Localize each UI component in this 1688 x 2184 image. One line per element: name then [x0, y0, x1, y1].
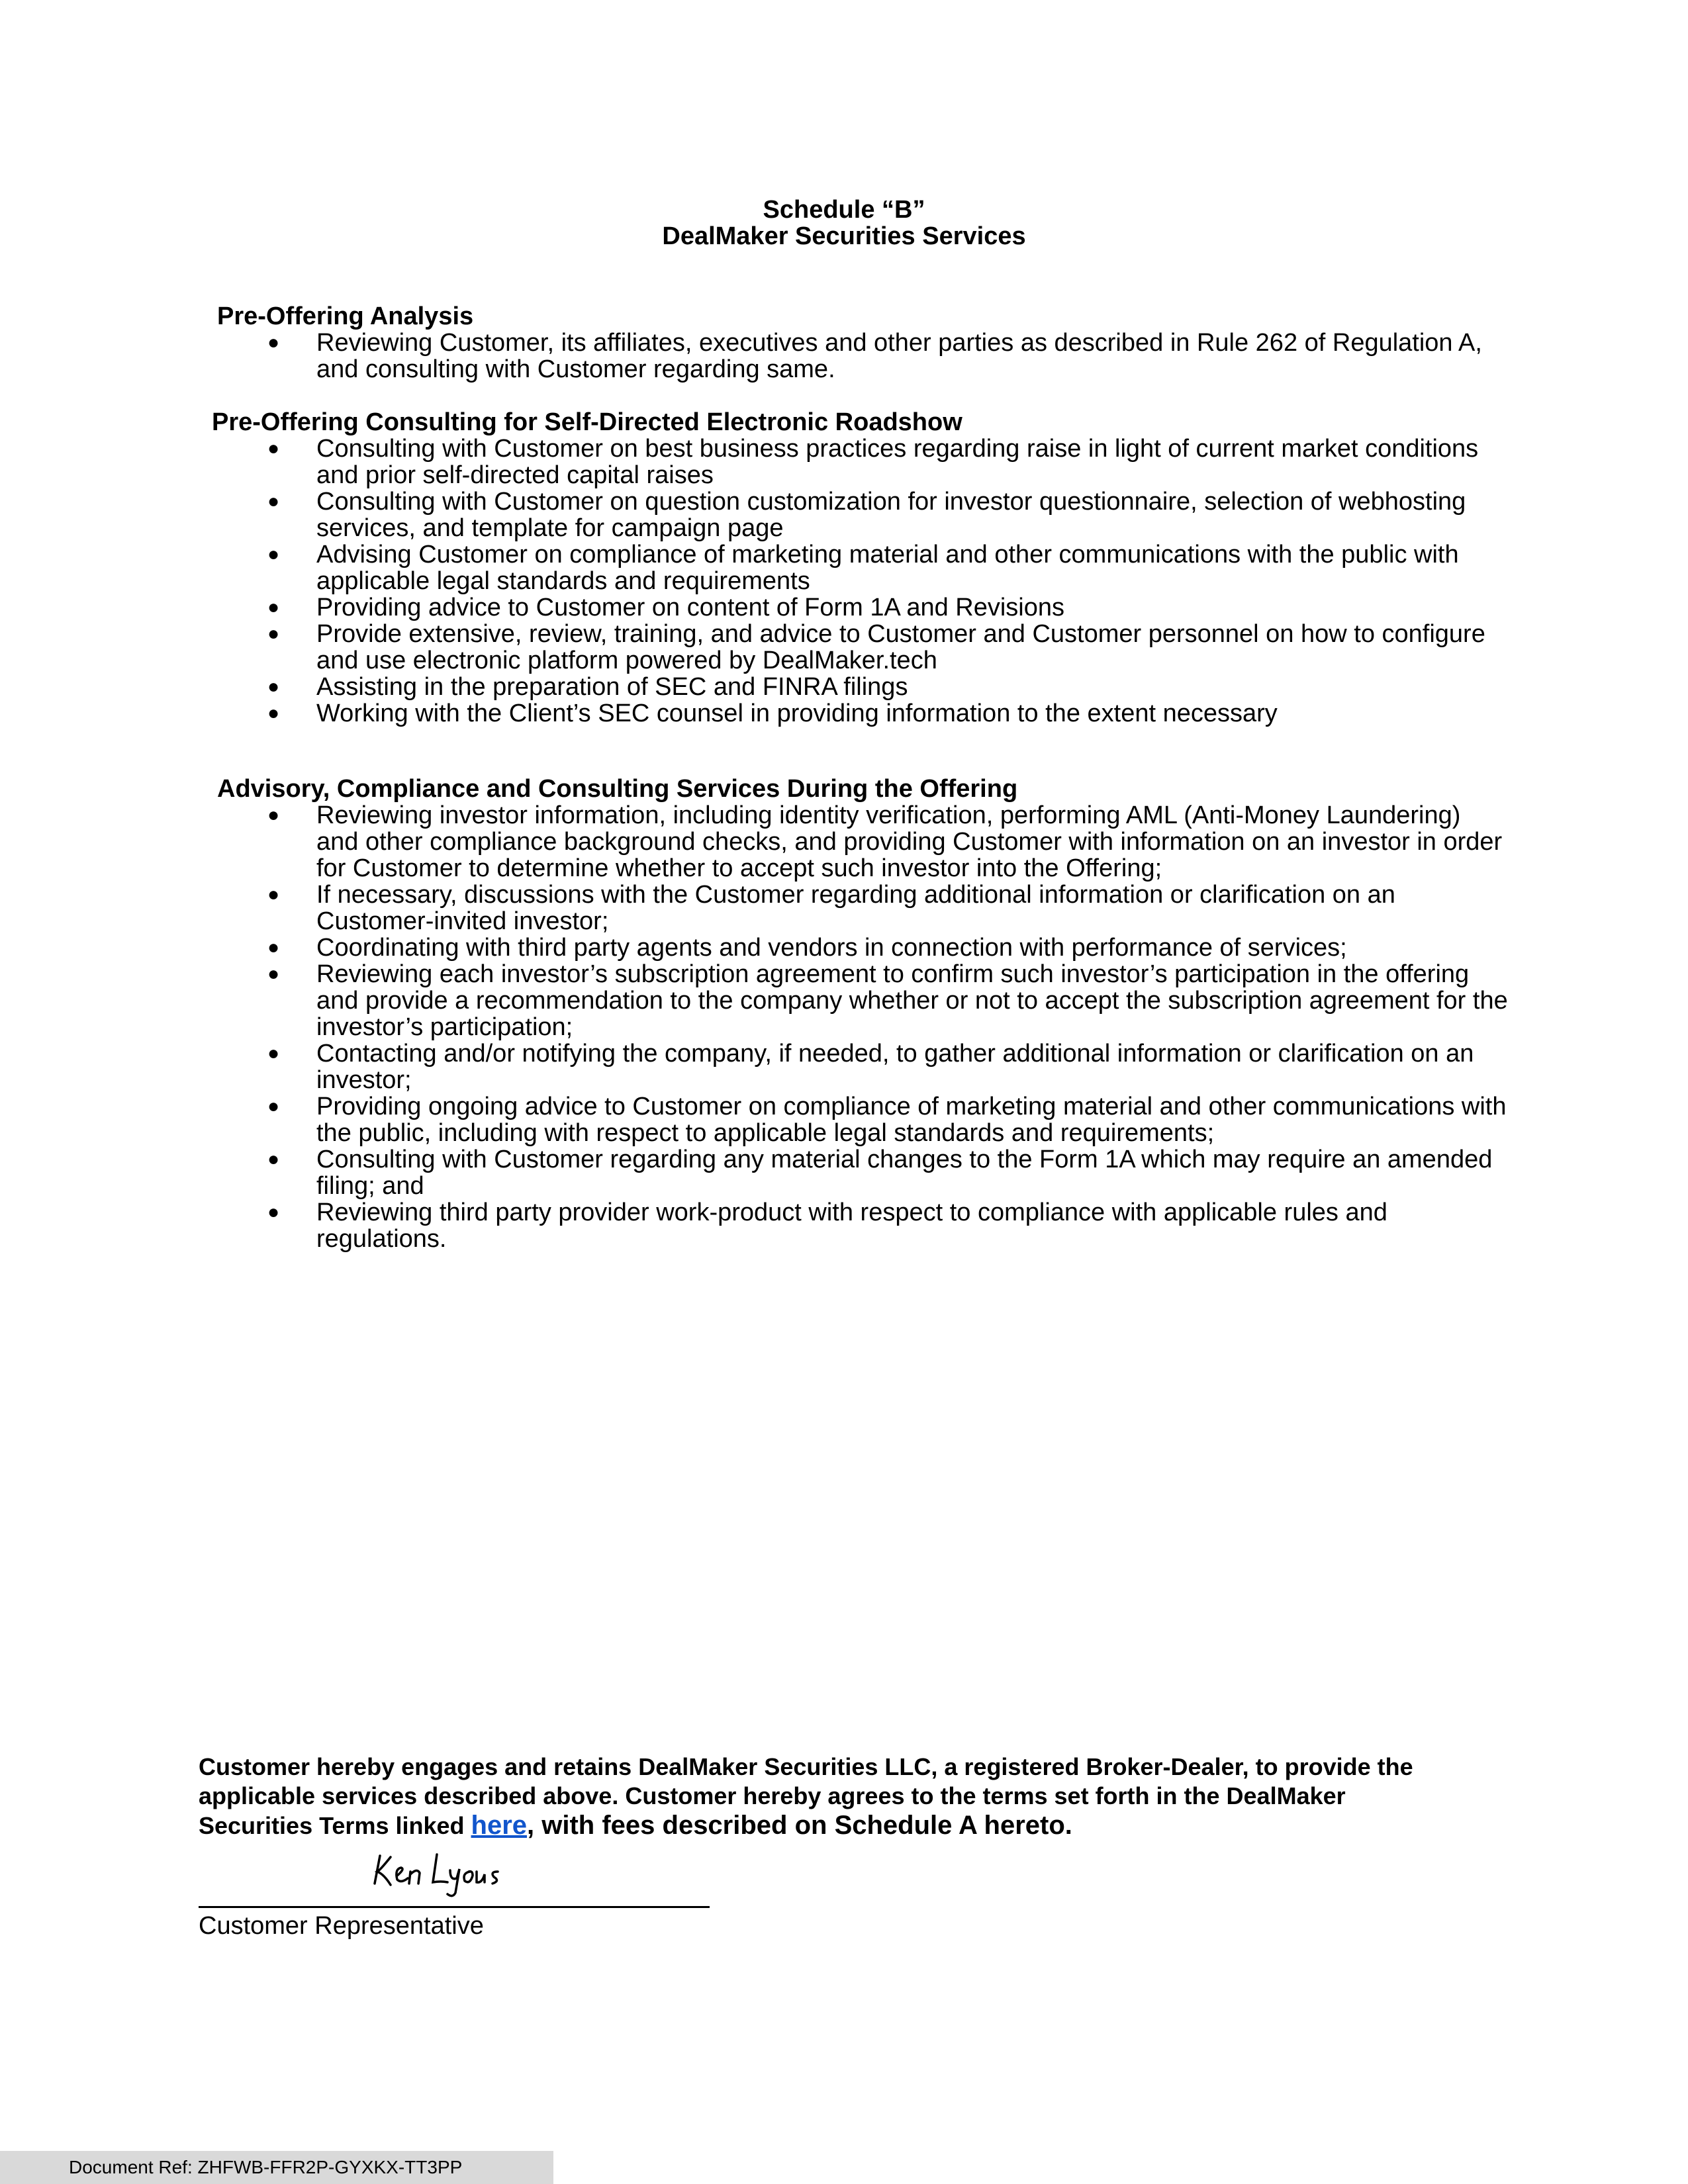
bullet-icon: ● [267, 596, 280, 618]
terms-link[interactable]: here [471, 1811, 528, 1840]
section-heading-advisory-compliance: Advisory, Compliance and Consulting Services During the Offering [217, 775, 1018, 803]
list-item [265, 961, 1509, 1040]
page-subtitle: DealMaker Securities Services [662, 222, 1026, 250]
list-item [265, 621, 1509, 674]
list-item-text: Providing ongoing advice to Customer on compliance of marketing material and other communications with the public, including with respect to applicable legal standards and requirements; [316, 1093, 1507, 1147]
bullet-list-advisory-compliance [265, 802, 1509, 1252]
list-item [265, 934, 1509, 961]
list-item [265, 330, 1509, 383]
list-item [265, 802, 1509, 882]
bullet-icon: ● [267, 332, 280, 353]
list-item-text: Contacting and/or notifying the company, if needed, to gather additional information or clarification on an investor; [316, 1040, 1474, 1094]
bullet-icon: ● [267, 936, 280, 958]
section-heading-pre-offering-consulting: Pre-Offering Consulting for Self-Directed Electronic Roadshow [212, 408, 962, 436]
list-item-text: If necessary, discussions with the Customer regarding additional information or clarification on an Customer-invited investor; [316, 881, 1395, 935]
list-item-text: Reviewing investor information, including identity verification, performing AML (Anti-Money Laundering) and other compliance background checks, and providing Customer with information on an investor in order for Customer to determine whether to accept such investor into the Offering; [316, 801, 1503, 882]
list-item-text: Providing advice to Customer on content of Form 1A and Revisions [316, 594, 1065, 621]
list-item-text: Consulting with Customer regarding any material changes to the Form 1A which may require an amended filing; and [316, 1146, 1493, 1200]
engagement-paragraph [199, 1752, 1456, 1841]
bullet-icon: ● [267, 804, 280, 826]
list-item-text: Consulting with Customer on question customization for investor questionnaire, selection of webhosting services, and template for campaign page [316, 488, 1466, 542]
list-item [265, 594, 1509, 621]
list-item [265, 435, 1509, 488]
list-item [265, 700, 1509, 727]
bullet-icon: ● [267, 884, 280, 905]
list-item [265, 1093, 1509, 1146]
section-heading-pre-offering-analysis: Pre-Offering Analysis [217, 302, 474, 330]
bullet-icon: ● [267, 676, 280, 698]
list-item [265, 882, 1509, 934]
page-title: Schedule “B” [763, 196, 925, 224]
list-item [265, 1199, 1509, 1252]
list-item [265, 488, 1509, 541]
list-item-text: Assisting in the preparation of SEC and FINRA filings [316, 673, 908, 701]
bullet-icon: ● [267, 1095, 280, 1117]
list-item [265, 674, 1509, 700]
list-item-text: Coordinating with third party agents and vendors in connection with performance of services; [316, 934, 1347, 962]
engagement-text: Customer hereby engages and retains DealMaker Securities LLC, a registered Broker-Dealer, to provide the applicable services described above. Customer hereby agrees to the terms set forth in the DealMaker Securities Terms linked [199, 1753, 1413, 1839]
engagement-text-fees: , with fees described on Schedule A hereto. [527, 1811, 1072, 1840]
list-item-text: Reviewing Customer, its affiliates, executives and other parties as described in Rule 262 of Regulation A, and consulting with Customer regarding same. [316, 329, 1482, 383]
list-item-text: Consulting with Customer on best business practices regarding raise in light of current market conditions and prior self-directed capital raises [316, 435, 1479, 489]
list-item-text: Advising Customer on compliance of marketing material and other communications with the public with applicable legal standards and requirements [316, 541, 1459, 595]
bullet-icon: ● [267, 702, 280, 724]
handwritten-signature [368, 1845, 527, 1898]
bullet-icon: ● [267, 490, 280, 512]
list-item-text: Provide extensive, review, training, and advice to Customer and Customer personnel on how to configure and use electronic platform powered by DealMaker.tech [316, 620, 1485, 674]
list-item [265, 1040, 1509, 1093]
list-item-text: Reviewing third party provider work-product with respect to compliance with applicable rules and regulations. [316, 1199, 1387, 1253]
signature-line [199, 1906, 710, 1908]
bullet-icon: ● [267, 1042, 280, 1064]
list-item [265, 541, 1509, 594]
list-item [265, 1146, 1509, 1199]
signature-label: Customer Representative [199, 1912, 484, 1940]
bullet-icon: ● [267, 1201, 280, 1223]
bullet-icon: ● [267, 623, 280, 645]
list-item-text: Reviewing each investor’s subscription agreement to confirm such investor’s participation in the offering and provide a recommendation to the company whether or not to accept the subscription agreement for the investor’s participation; [316, 960, 1508, 1041]
bullet-icon: ● [267, 1148, 280, 1170]
list-item-text: Working with the Client’s SEC counsel in providing information to the extent necessary [316, 700, 1278, 727]
bullet-icon: ● [267, 963, 280, 985]
bullet-list-pre-offering-consulting [265, 435, 1509, 727]
bullet-icon: ● [267, 437, 280, 459]
bullet-list-pre-offering-analysis [265, 330, 1509, 383]
document-reference: Document Ref: ZHFWB-FFR2P-GYXKX-TT3PP [0, 2151, 553, 2184]
bullet-icon: ● [267, 543, 280, 565]
